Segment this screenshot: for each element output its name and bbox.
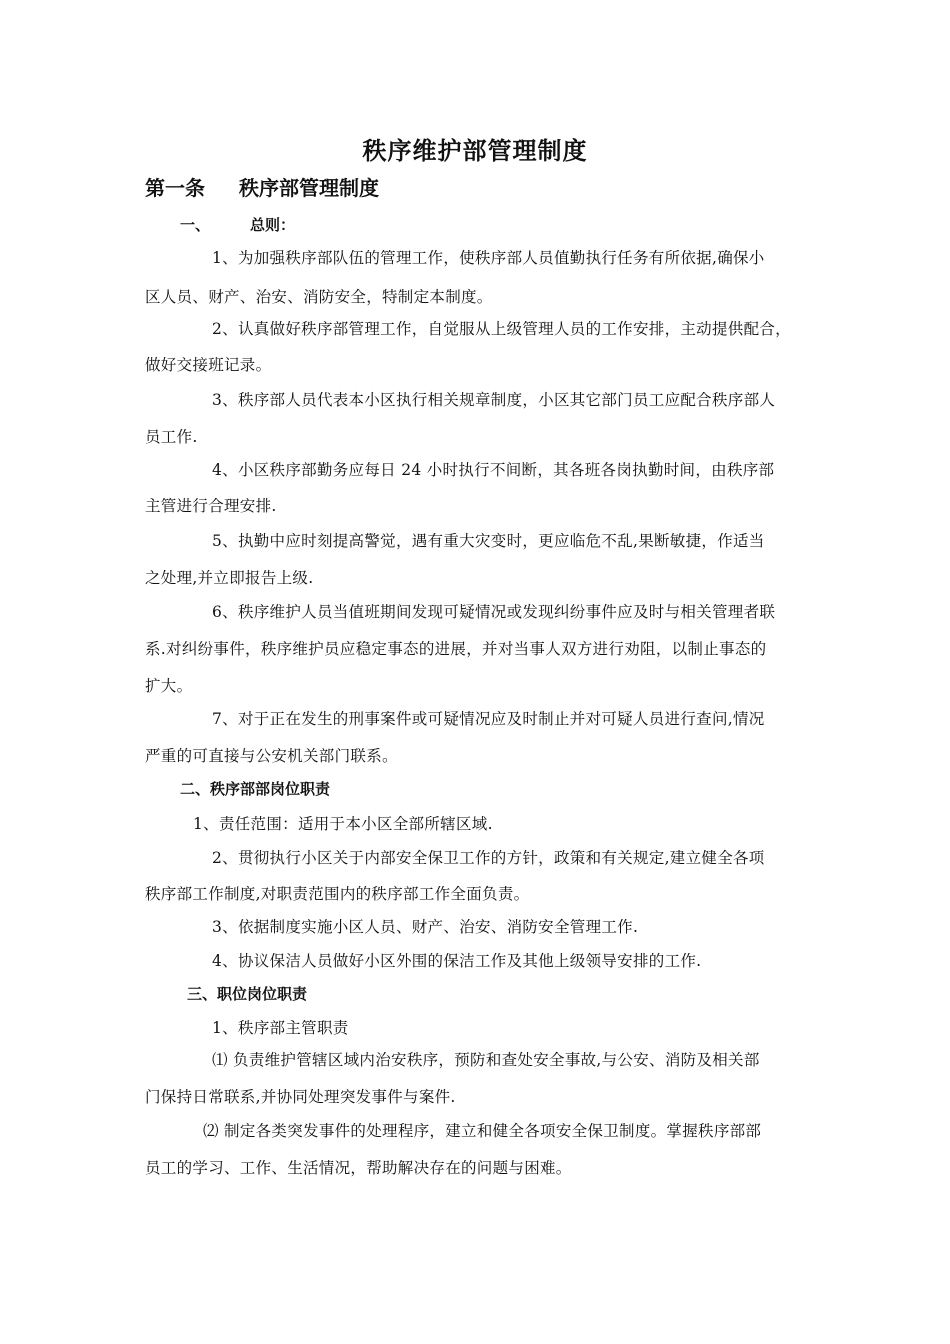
- general-line: 5、执勤中应时刻提高警觉，遇有重大灾变时，更应临危不乱,果断敏捷，作适当: [212, 532, 765, 550]
- duty-line: 3、依据制度实施小区人员、财产、治安、消防安全管理工作.: [212, 918, 639, 936]
- position-line: 1、秩序部主管职责: [212, 1019, 349, 1037]
- general-line: 4、小区秩序部勤务应每日 24 小时执行不间断，其各班各岗执勤时间，由秩序部: [212, 461, 775, 479]
- article-name: 秩序部管理制度: [239, 176, 379, 200]
- general-line: 3、秩序部人员代表本小区执行相关规章制度，小区其它部门员工应配合秩序部人: [212, 391, 776, 409]
- section-1-title: 总则：: [250, 216, 296, 234]
- duty-line: 2、贯彻执行小区关于内部安全保卫工作的方针，政策和有关规定,建立健全各项: [212, 849, 765, 867]
- document-title: 秩序维护部管理制度: [362, 137, 588, 165]
- general-line: 员工作.: [145, 428, 198, 446]
- article-number: 第一条: [145, 176, 205, 200]
- section-1-number: 一、: [180, 216, 211, 234]
- position-line: 门保持日常联系,并协同处理突发事件与案件.: [145, 1088, 456, 1106]
- general-line: 7、对于正在发生的刑事案件或可疑情况应及时制止并对可疑人员进行查问,情况: [212, 710, 765, 728]
- section-3-heading: 三、职位岗位职责: [187, 985, 308, 1003]
- position-line: ⑵ 制定各类突发事件的处理程序，建立和健全各项安全保卫制度。掌握秩序部部: [203, 1122, 762, 1140]
- general-line: 扩大。: [145, 677, 193, 695]
- position-line: ⑴ 负责维护管辖区域内治安秩序，预防和查处安全事故,与公安、消防及相关部: [212, 1051, 760, 1069]
- general-line: 1、为加强秩序部队伍的管理工作，使秩序部人员值勤执行任务有所依据,确保小: [212, 249, 765, 267]
- general-line: 严重的可直接与公安机关部门联系。: [145, 747, 398, 765]
- general-line: 区人员、财产、治安、消防安全，特制定本制度。: [145, 288, 493, 306]
- section-1-heading: [180, 214, 295, 235]
- position-line: 员工的学习、工作、生活情况，帮助解决存在的问题与困难。: [145, 1159, 572, 1177]
- duty-line: 1、责任范围：适用于本小区全部所辖区域.: [193, 815, 493, 833]
- section-2-heading: 二、秩序部部岗位职责: [180, 780, 331, 798]
- general-line: 主管进行合理安排.: [145, 497, 277, 515]
- general-line: 系.对纠纷事件，秩序维护员应稳定事态的进展，并对当事人双方进行劝阻，以制止事态的: [145, 640, 767, 658]
- general-line: 之处理,并立即报告上级.: [145, 569, 314, 587]
- article-heading: [145, 172, 379, 201]
- general-line: 做好交接班记录。: [145, 356, 272, 374]
- duty-line: 秩序部工作制度,对职责范围内的秩序部工作全面负责。: [145, 885, 530, 903]
- duty-line: 4、协议保洁人员做好小区外围的保洁工作及其他上级领导安排的工作.: [212, 952, 702, 970]
- general-line: 2、认真做好秩序部管理工作，自觉服从上级管理人员的工作安排，主动提供配合，: [212, 320, 791, 338]
- general-line: 6、秩序维护人员当值班期间发现可疑情况或发现纠纷事件应及时与相关管理者联: [212, 603, 776, 621]
